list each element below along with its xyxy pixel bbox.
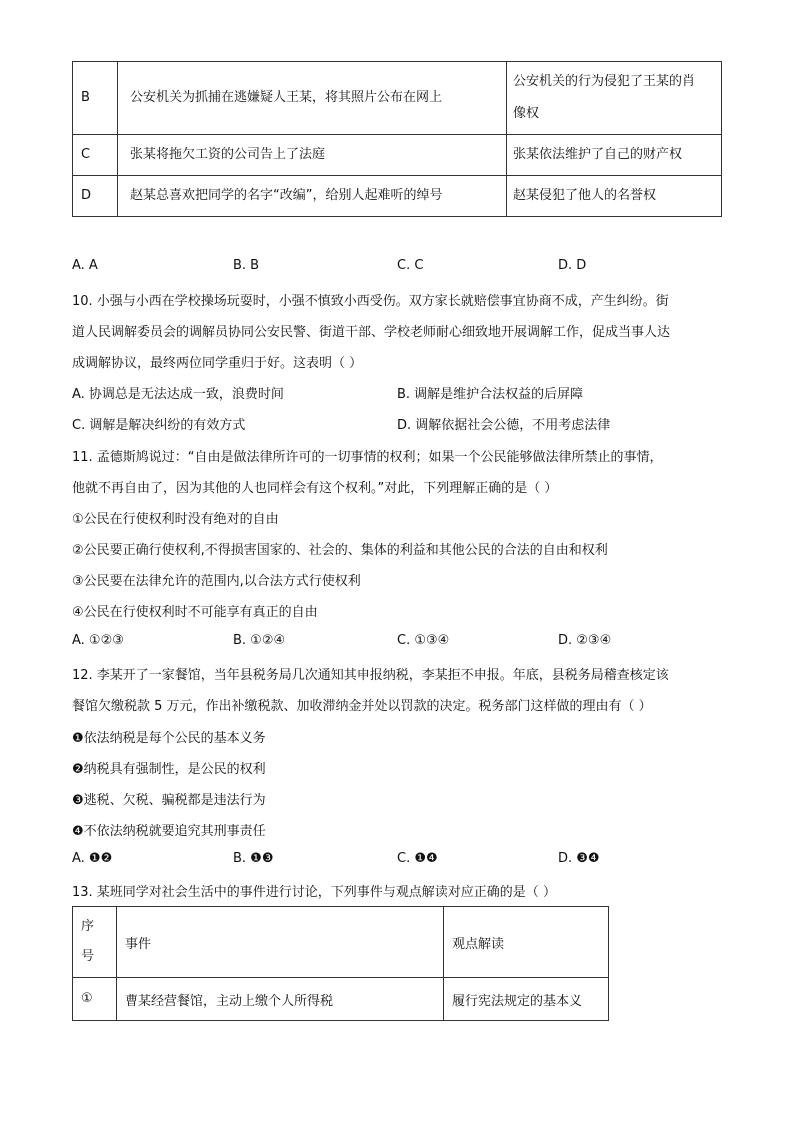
q11-option-a: A. ①②③ bbox=[72, 633, 124, 648]
table-header-row bbox=[73, 907, 609, 978]
q11-item: ②公民要正确行使权利,不得损害国家的、社会的、集体的利益和其他公民的合法的自由和权利 bbox=[72, 543, 608, 558]
q10-option-b: B. 调解是维护合法权益的后屏障 bbox=[397, 387, 584, 402]
q11-option-b: B. ①②④ bbox=[233, 633, 286, 648]
q12-item: ❹不依法纳税就要追究其刑事责任 bbox=[72, 824, 266, 839]
q12-item: ❸逃税、欠税、骗税都是违法行为 bbox=[72, 793, 266, 808]
table-row bbox=[73, 978, 609, 1021]
q12-stem-line: 12. 李某开了一家餐馆，当年县税务局几次通知其申报纳税，李某拒不申报。年底，县税务局稽查核定该 bbox=[72, 668, 669, 683]
row-no: ① bbox=[73, 978, 117, 1021]
q9-option-b: B. B bbox=[233, 258, 260, 273]
q12-stem-line: 餐馆欠缴税款 5 万元，作出补缴税款、加收滞纳金并处以罚款的决定。税务部门这样做的理由有（ ） bbox=[72, 699, 652, 714]
case-table bbox=[72, 61, 722, 217]
q11-option-c: C. ①③④ bbox=[397, 633, 450, 648]
row-event: 公安机关为抓捕在逃嫌疑人王某，将其照片公布在网上 bbox=[118, 62, 507, 135]
row-view: 赵某侵犯了他人的名誉权 bbox=[507, 176, 722, 217]
q11-item: ③公民要在法律允许的范围内,以合法方式行使权利 bbox=[72, 574, 361, 589]
q9-option-c: C. C bbox=[397, 258, 424, 273]
row-label: B bbox=[73, 62, 118, 135]
q10-option-d: D. 调解依据社会公德，不用考虑法律 bbox=[397, 418, 611, 433]
header-event: 事件 bbox=[117, 907, 444, 978]
q9-option-d: D. D bbox=[558, 258, 587, 273]
header-no-line: 号 bbox=[81, 949, 95, 964]
q13-stem: 13. 某班同学对社会生活中的事件进行讨论，下列事件与观点解读对应正确的是（ ） bbox=[72, 885, 556, 900]
row-view-line: 公安机关的行为侵犯了王某的肖 bbox=[513, 74, 696, 89]
header-no-line: 序 bbox=[81, 919, 95, 934]
row-event: 赵某总喜欢把同学的名字“改编”，给别人起难听的绰号 bbox=[118, 176, 507, 217]
q13-table bbox=[72, 906, 609, 1021]
table-row bbox=[73, 62, 722, 135]
q10-stem-line: 10. 小强与小西在学校操场玩耍时，小强不慎致小西受伤。双方家长就赔偿事宜协商不成，产生纠纷。街 bbox=[72, 294, 669, 309]
q12-option-c: C. ❶❹ bbox=[397, 851, 438, 866]
row-view bbox=[507, 62, 722, 135]
q10-stem-line: 道人民调解委员会的调解员协同公安民警、街道干部、学校老师耐心细致地开展调解工作，促成当事人达 bbox=[72, 325, 671, 340]
q12-item: ❶依法纳税是每个公民的基本义务 bbox=[72, 731, 266, 746]
q10-stem-line: 成调解协议，最终两位同学重归于好。这表明（ ） bbox=[72, 356, 363, 371]
q12-option-b: B. ❶❸ bbox=[233, 851, 274, 866]
q12-option-a: A. ❶❷ bbox=[72, 851, 113, 866]
q11-item: ①公民在行使权利时没有绝对的自由 bbox=[72, 512, 279, 527]
row-view: 履行宪法规定的基本义 bbox=[444, 978, 609, 1021]
row-event: 曹某经营餐馆，主动上缴个人所得税 bbox=[117, 978, 444, 1021]
table-row bbox=[73, 135, 722, 176]
q11-stem-line: 他就不再自由了，因为其他的人也同样会有这个权利。”对此，下列理解正确的是（ ） bbox=[72, 481, 558, 496]
row-view-line: 像权 bbox=[513, 106, 540, 121]
q12-option-d: D. ❸❹ bbox=[558, 851, 600, 866]
row-event: 张某将拖欠工资的公司告上了法庭 bbox=[118, 135, 507, 176]
table-row bbox=[73, 176, 722, 217]
row-view: 张某依法维护了自己的财产权 bbox=[507, 135, 722, 176]
row-label: D bbox=[73, 176, 118, 217]
q10-option-c: C. 调解是解决纠纷的有效方式 bbox=[72, 418, 246, 433]
q9-option-a: A. A bbox=[72, 258, 98, 273]
q11-option-d: D. ②③④ bbox=[558, 633, 612, 648]
row-label: C bbox=[73, 135, 118, 176]
header-view: 观点解读 bbox=[444, 907, 609, 978]
header-no bbox=[73, 907, 117, 978]
q10-option-a: A. 协调总是无法达成一致，浪费时间 bbox=[72, 387, 284, 402]
q12-item: ❷纳税具有强制性，是公民的权利 bbox=[72, 762, 266, 777]
q11-stem-line: 11. 孟德斯鸠说过：“自由是做法律所许可的一切事情的权利；如果一个公民能够做法律所禁止的事情， bbox=[72, 450, 663, 465]
q11-item: ④公民在行使权利时不可能享有真正的自由 bbox=[72, 605, 318, 620]
